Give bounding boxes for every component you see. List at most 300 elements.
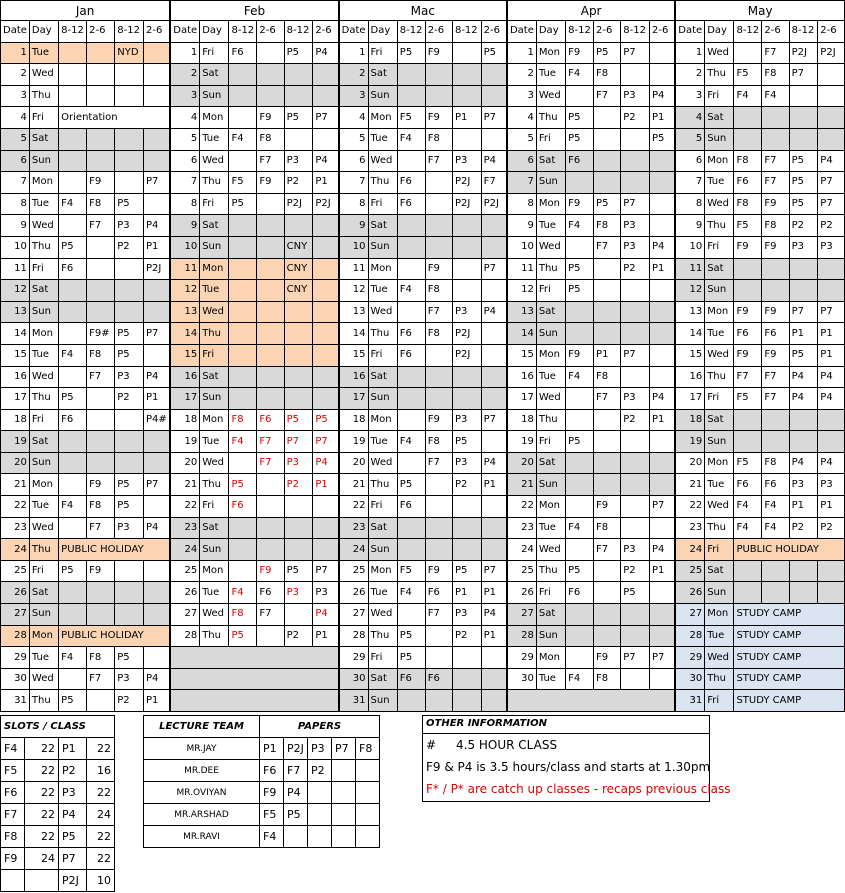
slot-cell: F8 bbox=[594, 517, 621, 539]
lecturer-paper: F4 bbox=[260, 826, 284, 848]
lecturer-paper: F6 bbox=[260, 760, 284, 782]
slot-cell: F8 bbox=[87, 647, 115, 669]
slot-cell bbox=[87, 452, 115, 474]
date-cell: 16 bbox=[1, 366, 30, 388]
lecturer-paper bbox=[332, 760, 356, 782]
slot-cell bbox=[734, 128, 762, 150]
table-row bbox=[1, 128, 845, 150]
day-cell: Thu bbox=[705, 366, 734, 388]
lecturer-paper: P4 bbox=[284, 782, 308, 804]
day-cell: Thu bbox=[536, 107, 565, 129]
slot-cell bbox=[143, 150, 170, 172]
day-cell: Sun bbox=[705, 128, 734, 150]
slot-cell bbox=[734, 409, 762, 431]
slot-cell: F6 bbox=[762, 474, 789, 496]
slot-cell: F4 bbox=[59, 496, 87, 518]
date-cell: 14 bbox=[170, 323, 199, 345]
day-cell: Wed bbox=[536, 388, 565, 410]
day-cell: Fri bbox=[705, 388, 734, 410]
slot-cell: F9 bbox=[594, 496, 621, 518]
date-cell: 22 bbox=[507, 496, 536, 518]
slot-cell: P4 bbox=[313, 42, 339, 64]
slot-cell bbox=[115, 604, 144, 626]
lecturer-paper bbox=[356, 782, 380, 804]
slot-cell: P3 bbox=[452, 409, 481, 431]
slot-cell bbox=[452, 280, 481, 302]
day-cell: Sat bbox=[200, 215, 229, 237]
slot-cell: F4 bbox=[59, 193, 87, 215]
slot-cell: P2 bbox=[789, 215, 818, 237]
date-cell: 15 bbox=[507, 344, 536, 366]
date-cell: 12 bbox=[170, 280, 199, 302]
day-cell: Mon bbox=[29, 172, 58, 194]
empty-cell bbox=[170, 647, 338, 669]
date-cell: 28 bbox=[675, 625, 704, 647]
slot-cell bbox=[566, 172, 594, 194]
slot-cell: P1 bbox=[649, 107, 675, 129]
slot-cell bbox=[229, 236, 257, 258]
slot-cell bbox=[313, 85, 339, 107]
slot-cell: P1 bbox=[818, 496, 845, 518]
date-cell: 10 bbox=[339, 236, 368, 258]
slot-cell bbox=[425, 474, 452, 496]
slot-cell: P3 bbox=[115, 366, 144, 388]
slot-cell bbox=[649, 517, 675, 539]
date-cell: 17 bbox=[339, 388, 368, 410]
slot-cell: P4 bbox=[789, 366, 818, 388]
date-cell: 6 bbox=[507, 150, 536, 172]
slot-cell: P1 bbox=[789, 496, 818, 518]
day-cell: Fri bbox=[368, 344, 397, 366]
slot-cell: F7 bbox=[594, 539, 621, 561]
day-cell: Tue bbox=[705, 474, 734, 496]
slot-cell: P1 bbox=[481, 474, 507, 496]
column-header-2-6: 2-6 bbox=[594, 21, 621, 43]
day-cell: Tue bbox=[200, 431, 229, 453]
day-cell: Sat bbox=[705, 107, 734, 129]
slot-cell bbox=[425, 344, 452, 366]
day-cell: Mon bbox=[29, 323, 58, 345]
slot-cell: P3 bbox=[818, 236, 845, 258]
date-cell: 3 bbox=[339, 85, 368, 107]
lecturer-name: MR.DEE bbox=[144, 760, 260, 782]
slot-cell bbox=[143, 582, 170, 604]
slot-cell: P4 bbox=[481, 604, 507, 626]
slot-cell bbox=[59, 85, 87, 107]
slot-cell bbox=[566, 647, 594, 669]
slot-cell: F8 bbox=[734, 150, 762, 172]
slot-cell: F4 bbox=[566, 64, 594, 86]
slot-cell bbox=[481, 85, 507, 107]
day-cell: Fri bbox=[536, 280, 565, 302]
day-cell: Sun bbox=[200, 388, 229, 410]
column-header-2-6: 2-6 bbox=[762, 21, 789, 43]
slot-cell: P4 bbox=[649, 539, 675, 561]
date-cell: 6 bbox=[339, 150, 368, 172]
date-cell: 20 bbox=[339, 452, 368, 474]
slot-cell bbox=[789, 258, 818, 280]
day-cell: Mon bbox=[536, 496, 565, 518]
slot-cell: P5 bbox=[789, 344, 818, 366]
lecturer-name: MR.OVIYAN bbox=[144, 782, 260, 804]
slot-cell: F7 bbox=[481, 172, 507, 194]
hash-symbol: # bbox=[426, 738, 437, 752]
date-cell: 5 bbox=[507, 128, 536, 150]
slot-cell bbox=[621, 668, 650, 690]
info-hash-text: 4.5 HOUR CLASS bbox=[456, 738, 558, 752]
slot-cell: P3 bbox=[621, 215, 650, 237]
slot-cell: P1 bbox=[818, 323, 845, 345]
slot-cell: P2J bbox=[143, 258, 170, 280]
column-header-day: Day bbox=[705, 21, 734, 43]
date-cell: 29 bbox=[675, 647, 704, 669]
slot-cell bbox=[481, 668, 507, 690]
day-cell: Wed bbox=[368, 301, 397, 323]
slot-cell bbox=[313, 215, 339, 237]
day-cell: Sat bbox=[536, 604, 565, 626]
slot-cell: F6 bbox=[425, 668, 452, 690]
day-cell: Sun bbox=[200, 236, 229, 258]
slot-cell bbox=[115, 172, 144, 194]
slot-cell: F9 bbox=[762, 301, 789, 323]
day-cell: Tue bbox=[200, 582, 229, 604]
slot-cell: F8 bbox=[762, 215, 789, 237]
day-cell: Wed bbox=[29, 215, 58, 237]
slot-cell bbox=[621, 517, 650, 539]
slot-cell bbox=[284, 323, 313, 345]
slots-row bbox=[1, 782, 115, 804]
column-header-8-12: 8-12 bbox=[452, 21, 481, 43]
slot-cell bbox=[257, 236, 284, 258]
slot-cell bbox=[621, 474, 650, 496]
slot-cell bbox=[594, 323, 621, 345]
slot-cell bbox=[594, 409, 621, 431]
slot-cell bbox=[566, 452, 594, 474]
day-cell: Thu bbox=[536, 258, 565, 280]
slot-cell: F5 bbox=[397, 560, 425, 582]
slot-cell: F7 bbox=[425, 150, 452, 172]
date-cell: 28 bbox=[339, 625, 368, 647]
slot-cell: P2 bbox=[284, 474, 313, 496]
slot-cell bbox=[143, 301, 170, 323]
slot-cell bbox=[818, 409, 845, 431]
slot-cell: F8 bbox=[87, 496, 115, 518]
slot-cell: P5 bbox=[59, 388, 87, 410]
slot-cell: P7 bbox=[313, 107, 339, 129]
slot-cell bbox=[257, 215, 284, 237]
slot-cell bbox=[762, 280, 789, 302]
slot-cell bbox=[284, 85, 313, 107]
date-cell: 7 bbox=[507, 172, 536, 194]
slot-cell bbox=[481, 128, 507, 150]
slot-cell bbox=[594, 150, 621, 172]
slot-cell: F5 bbox=[229, 172, 257, 194]
slot-cell bbox=[762, 258, 789, 280]
slot-cell: F9 bbox=[257, 560, 284, 582]
slot-cell bbox=[115, 85, 144, 107]
date-cell: 18 bbox=[1, 409, 30, 431]
slot-cell: F6 bbox=[566, 582, 594, 604]
slot-cell: P2J bbox=[818, 42, 845, 64]
slot-cell bbox=[59, 64, 87, 86]
slot-cell: F4 bbox=[59, 344, 87, 366]
day-cell: Wed bbox=[536, 236, 565, 258]
slot-cell: F4 bbox=[762, 517, 789, 539]
slot-paper: P2J bbox=[59, 870, 87, 892]
slot-cell: F7 bbox=[762, 172, 789, 194]
slot-cell bbox=[594, 301, 621, 323]
slot-cell: F8 bbox=[425, 323, 452, 345]
slot-cell bbox=[229, 107, 257, 129]
slot-cell bbox=[649, 150, 675, 172]
slot-cell bbox=[481, 539, 507, 561]
slot-cell: P7 bbox=[621, 193, 650, 215]
slot-cell: P1 bbox=[481, 625, 507, 647]
day-cell: Fri bbox=[200, 496, 229, 518]
slot-cell bbox=[313, 517, 339, 539]
slot-cell bbox=[87, 582, 115, 604]
slot-cell bbox=[397, 150, 425, 172]
slot-cell: F5 bbox=[734, 388, 762, 410]
day-cell: Sun bbox=[536, 625, 565, 647]
day-cell: Tue bbox=[536, 64, 565, 86]
event-cell: Orientation bbox=[59, 107, 171, 129]
slot-cell bbox=[284, 64, 313, 86]
date-cell: 22 bbox=[170, 496, 199, 518]
date-cell: 4 bbox=[675, 107, 704, 129]
day-cell: Sat bbox=[368, 366, 397, 388]
slot-cell bbox=[59, 474, 87, 496]
date-cell: 31 bbox=[1, 690, 30, 712]
column-header-day: Day bbox=[29, 21, 58, 43]
column-header-2-6: 2-6 bbox=[481, 21, 507, 43]
slot-cell bbox=[649, 344, 675, 366]
slot-cell: P2J bbox=[452, 344, 481, 366]
day-cell: Sat bbox=[368, 668, 397, 690]
table-row bbox=[1, 496, 845, 518]
slot-cell bbox=[397, 301, 425, 323]
slot-cell: P4 bbox=[818, 452, 845, 474]
slot-paper: F7 bbox=[1, 804, 25, 826]
slot-cell bbox=[59, 517, 87, 539]
date-cell: 25 bbox=[675, 560, 704, 582]
slot-cell: P1 bbox=[594, 344, 621, 366]
slot-cell bbox=[313, 128, 339, 150]
slot-cell bbox=[115, 150, 144, 172]
slot-cell: P3 bbox=[284, 150, 313, 172]
slot-cell bbox=[762, 107, 789, 129]
slot-cell bbox=[229, 150, 257, 172]
date-cell: 12 bbox=[675, 280, 704, 302]
column-header-2-6: 2-6 bbox=[649, 21, 675, 43]
column-header-2-6: 2-6 bbox=[818, 21, 845, 43]
date-cell: 9 bbox=[675, 215, 704, 237]
day-cell: Fri bbox=[536, 582, 565, 604]
slot-cell bbox=[481, 64, 507, 86]
slot-cell: P5 bbox=[284, 42, 313, 64]
slot-cell: P5 bbox=[115, 647, 144, 669]
slot-cell: P2 bbox=[621, 107, 650, 129]
slot-cell bbox=[59, 280, 87, 302]
slot-cell: P3 bbox=[313, 582, 339, 604]
lecturer-paper: F7 bbox=[284, 760, 308, 782]
column-header-day: Day bbox=[200, 21, 229, 43]
day-cell: Sun bbox=[29, 604, 58, 626]
lecturer-row bbox=[144, 826, 380, 848]
date-cell: 30 bbox=[507, 668, 536, 690]
day-cell: Wed bbox=[29, 517, 58, 539]
date-cell: 24 bbox=[170, 539, 199, 561]
day-cell: Thu bbox=[368, 172, 397, 194]
slot-cell: F4 bbox=[566, 517, 594, 539]
slot-cell bbox=[762, 560, 789, 582]
slot-cell: P7 bbox=[143, 172, 170, 194]
table-row bbox=[1, 150, 845, 172]
table-row bbox=[1, 42, 845, 64]
date-cell: 5 bbox=[339, 128, 368, 150]
date-cell: 8 bbox=[1, 193, 30, 215]
slot-cell bbox=[452, 366, 481, 388]
slots-row bbox=[1, 826, 115, 848]
slot-cell: F4 bbox=[397, 431, 425, 453]
slot-cell bbox=[143, 496, 170, 518]
date-cell: 4 bbox=[507, 107, 536, 129]
date-cell: 14 bbox=[507, 323, 536, 345]
slot-cell: F7 bbox=[87, 215, 115, 237]
column-header-date: Date bbox=[675, 21, 704, 43]
date-cell: 26 bbox=[339, 582, 368, 604]
slot-cell: P2 bbox=[115, 388, 144, 410]
slot-count: 22 bbox=[87, 848, 115, 870]
slot-cell: F4 bbox=[762, 496, 789, 518]
slot-cell bbox=[313, 64, 339, 86]
slot-cell: P4 bbox=[313, 604, 339, 626]
slot-cell: F4 bbox=[59, 647, 87, 669]
slot-cell bbox=[789, 431, 818, 453]
table-row bbox=[1, 323, 845, 345]
slot-cell: F9 bbox=[594, 647, 621, 669]
slot-cell bbox=[143, 431, 170, 453]
slot-cell bbox=[649, 452, 675, 474]
day-cell: Sun bbox=[200, 539, 229, 561]
empty-cell bbox=[170, 668, 338, 690]
slot-cell bbox=[649, 474, 675, 496]
date-cell: 15 bbox=[170, 344, 199, 366]
slot-count: 24 bbox=[87, 804, 115, 826]
slot-cell bbox=[397, 388, 425, 410]
day-cell: Sat bbox=[536, 452, 565, 474]
date-cell: 9 bbox=[507, 215, 536, 237]
day-cell: Mon bbox=[368, 258, 397, 280]
slot-cell: CNY bbox=[284, 236, 313, 258]
slot-cell bbox=[229, 301, 257, 323]
slot-cell: P1 bbox=[452, 107, 481, 129]
date-cell: 3 bbox=[170, 85, 199, 107]
date-cell: 11 bbox=[507, 258, 536, 280]
day-cell: Sun bbox=[705, 280, 734, 302]
slot-cell: F7 bbox=[594, 236, 621, 258]
lecturer-paper bbox=[356, 826, 380, 848]
date-cell: 18 bbox=[675, 409, 704, 431]
empty-cell bbox=[170, 690, 338, 712]
slot-cell: F6 bbox=[734, 474, 762, 496]
slot-cell: F7 bbox=[425, 301, 452, 323]
slot-cell bbox=[481, 517, 507, 539]
day-cell: Sat bbox=[368, 64, 397, 86]
slot-paper: P4 bbox=[59, 804, 87, 826]
slot-cell bbox=[594, 107, 621, 129]
date-cell: 26 bbox=[1, 582, 30, 604]
slot-cell bbox=[143, 64, 170, 86]
day-cell: Sun bbox=[29, 150, 58, 172]
date-cell: 7 bbox=[1, 172, 30, 194]
slot-cell bbox=[87, 388, 115, 410]
slot-cell: F8 bbox=[425, 128, 452, 150]
lecturer-paper bbox=[332, 782, 356, 804]
date-cell: 31 bbox=[675, 690, 704, 712]
slot-cell: P7 bbox=[649, 647, 675, 669]
slot-cell: F9 bbox=[425, 107, 452, 129]
slot-cell: P2 bbox=[115, 236, 144, 258]
slot-cell bbox=[257, 301, 284, 323]
slot-cell bbox=[115, 280, 144, 302]
lecturer-paper bbox=[356, 760, 380, 782]
slot-cell: F4 bbox=[397, 280, 425, 302]
slot-cell: P7 bbox=[818, 193, 845, 215]
date-cell: 4 bbox=[1, 107, 30, 129]
slot-cell: F9 bbox=[734, 236, 762, 258]
slot-cell bbox=[621, 64, 650, 86]
day-cell: Tue bbox=[536, 668, 565, 690]
slot-paper bbox=[1, 870, 25, 892]
column-header-2-6: 2-6 bbox=[313, 21, 339, 43]
slot-cell bbox=[818, 85, 845, 107]
date-cell: 13 bbox=[170, 301, 199, 323]
slot-cell bbox=[566, 236, 594, 258]
day-cell: Sat bbox=[29, 128, 58, 150]
slot-cell bbox=[115, 560, 144, 582]
slot-cell bbox=[87, 409, 115, 431]
lecture-team-title: LECTURE TEAM bbox=[144, 716, 260, 738]
slot-cell bbox=[59, 668, 87, 690]
slot-cell bbox=[257, 474, 284, 496]
slot-cell: P3 bbox=[452, 452, 481, 474]
date-cell: 8 bbox=[170, 193, 199, 215]
slot-cell bbox=[566, 539, 594, 561]
day-cell: Thu bbox=[29, 539, 58, 561]
slot-cell: P7 bbox=[143, 474, 170, 496]
lecturer-paper bbox=[308, 782, 332, 804]
date-cell: 15 bbox=[339, 344, 368, 366]
table-row bbox=[1, 344, 845, 366]
slot-cell: P1 bbox=[789, 323, 818, 345]
slot-cell: P5 bbox=[594, 193, 621, 215]
column-header-2-6: 2-6 bbox=[143, 21, 170, 43]
date-cell: 22 bbox=[339, 496, 368, 518]
slot-cell: F9 bbox=[734, 344, 762, 366]
slot-cell: F9 bbox=[762, 344, 789, 366]
slot-cell bbox=[59, 366, 87, 388]
date-cell: 8 bbox=[507, 193, 536, 215]
date-cell: 24 bbox=[1, 539, 30, 561]
table-row bbox=[1, 474, 845, 496]
slot-cell: F9 bbox=[566, 193, 594, 215]
slot-cell: P4 bbox=[143, 366, 170, 388]
day-cell: Sat bbox=[536, 150, 565, 172]
day-cell: Mon bbox=[536, 344, 565, 366]
slot-cell: P7 bbox=[789, 64, 818, 86]
slot-cell: P2 bbox=[621, 258, 650, 280]
